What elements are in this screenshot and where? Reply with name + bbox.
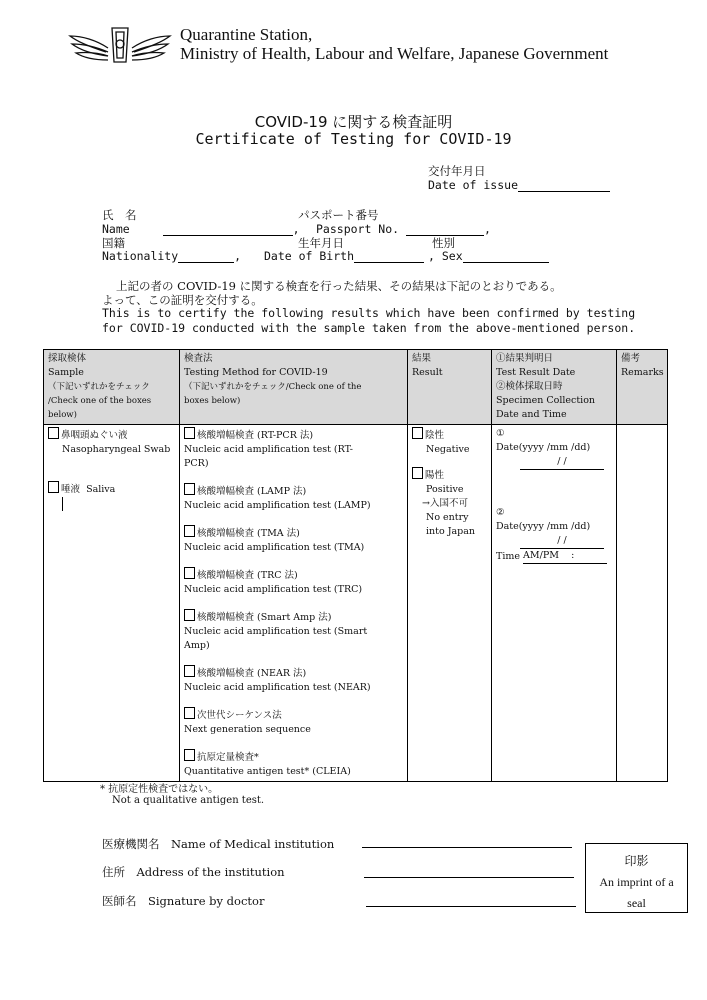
checkbox[interactable]: [48, 481, 59, 493]
header-line-2: Ministry of Health, Labour and Welfare, Japanese Government: [180, 44, 609, 63]
doctor-label: 医師名 Signature by doctor: [102, 894, 265, 908]
header-remarks: 備考 Remarks: [617, 350, 668, 425]
checkbox[interactable]: [184, 525, 195, 537]
nationality-label-ja: 国籍: [102, 236, 125, 250]
method-cell: [180, 425, 408, 782]
checkbox[interactable]: [184, 427, 195, 439]
nationality-row: Nationality ,: [102, 249, 242, 263]
passport-row: Passport No. ,: [316, 222, 491, 236]
issue-date-field[interactable]: [518, 179, 610, 192]
name-field[interactable]: [163, 223, 293, 236]
sample-option-swab[interactable]: 鼻咽頭ぬぐい液: [48, 427, 175, 443]
name-row: Name ,: [102, 222, 300, 236]
checkbox[interactable]: [184, 609, 195, 621]
result-cell: 陰性 Negative 陽性 Positive →入国不可 No entry into Japan: [408, 425, 492, 782]
method-option-antigen[interactable]: 抗原定量検査* Quantitative antigen test* (CLEIA): [184, 749, 403, 779]
method-option-ngs[interactable]: 次世代シーケンス法 Next generation sequence: [184, 707, 403, 737]
statement-ja-2: よって、この証明を交付する。: [102, 293, 263, 307]
dob-row: Date of Birth: [264, 249, 424, 263]
text-cursor: [62, 497, 63, 511]
method-option-smartamp[interactable]: 核酸増幅検査 (Smart Amp 法) Nucleic acid amplification test (Smart Amp): [184, 609, 403, 653]
checkbox[interactable]: [184, 483, 195, 495]
checkbox[interactable]: [184, 567, 195, 579]
seal-box[interactable]: [585, 843, 688, 913]
statement-en-1: This is to certify the following results which have been confirmed by testing: [102, 306, 636, 320]
result-option-positive[interactable]: 陽性: [412, 467, 487, 483]
result-option-negative[interactable]: 陰性: [412, 427, 487, 443]
method-option-tma[interactable]: 核酸増幅検査 (TMA 法) Nucleic acid amplification test (TMA): [184, 525, 403, 555]
header-result: 結果 Result: [408, 350, 492, 425]
name-label-ja: 氏 名: [102, 208, 137, 222]
sex-field[interactable]: [463, 250, 549, 263]
title-english: Certificate of Testing for COVID-19: [195, 130, 512, 148]
statement-en-2: for COVID-19 conducted with the sample taken from the above-mentioned person.: [102, 321, 636, 335]
passport-label-ja: パスポート番号: [298, 208, 379, 222]
dob-field[interactable]: [354, 250, 424, 263]
checkbox[interactable]: [48, 427, 59, 439]
checkbox[interactable]: [184, 665, 195, 677]
dob-label-ja: 生年月日: [298, 236, 344, 250]
issue-date-label-ja: 交付年月日: [428, 164, 486, 178]
nationality-field[interactable]: [178, 250, 234, 263]
title-japanese: COVID-19 に関する検査証明: [254, 113, 453, 131]
table-row: [44, 425, 668, 782]
header-method: 検査法 Testing Method for COVID-19 （下記いずれかをチェック/Check one of the boxes below): [180, 350, 408, 425]
footnote-ja: * 抗原定性検査ではない。: [100, 784, 219, 795]
institution-field[interactable]: [362, 847, 572, 848]
issue-date-label-en: Date of issue: [428, 178, 610, 192]
seal-label-en-2: seal: [627, 896, 646, 910]
collection-date-field[interactable]: / /: [496, 534, 612, 549]
method-option-trc[interactable]: 核酸増幅検査 (TRC 法) Nucleic acid amplification test (TRC): [184, 567, 403, 597]
statement-ja-1: 上記の者の COVID-19 に関する検査を行った結果、その結果は下記のとおりである。: [116, 279, 562, 293]
header-date: ①結果判明日 Test Result Date ②検体採取日時 Specimen Collection Date and Time: [492, 350, 617, 425]
checkbox[interactable]: [412, 427, 423, 439]
date-cell: ① Date(yyyy /mm /dd) / / ② Date(yyyy /mm /dd) / / Time AM/PM :: [492, 425, 617, 782]
sample-option-saliva[interactable]: 唾液 Saliva: [48, 481, 175, 497]
sample-cell: 鼻咽頭ぬぐい液 Nasopharyngeal Swab 唾液 Saliva: [44, 425, 180, 782]
checkbox[interactable]: [184, 707, 195, 719]
method-option-near[interactable]: 核酸増幅検査 (NEAR 法) Nucleic acid amplification test (NEAR): [184, 665, 403, 695]
checkbox[interactable]: [412, 467, 423, 479]
test-results-table: [43, 349, 668, 782]
table-header-row: [44, 350, 668, 425]
remarks-cell[interactable]: [617, 425, 668, 782]
address-field[interactable]: [364, 877, 574, 878]
doctor-signature-field[interactable]: [366, 906, 576, 907]
sex-label-ja: 性別: [432, 236, 455, 250]
ministry-emblem-icon: [68, 22, 172, 72]
footnote-en: Not a qualitative antigen test.: [112, 795, 265, 806]
checkbox[interactable]: [184, 749, 195, 761]
method-option-rtpcr[interactable]: 核酸増幅検査 (RT-PCR 法) Nucleic acid amplification test (RT- PCR): [184, 427, 403, 471]
seal-label-ja: 印影: [624, 854, 649, 868]
result-date-field[interactable]: / /: [496, 455, 612, 470]
sex-row: , Sex: [428, 249, 549, 263]
institution-label: 医療機関名 Name of Medical institution: [102, 837, 335, 851]
method-option-lamp[interactable]: 核酸増幅検査 (LAMP 法) Nucleic acid amplification test (LAMP): [184, 483, 403, 513]
header-sample: 採取検体 Sample （下記いずれかをチェック /Check one of the boxes below): [44, 350, 180, 425]
collection-time-field[interactable]: Time AM/PM :: [496, 549, 612, 564]
seal-label-en-1: An imprint of a: [599, 875, 674, 889]
address-label: 住所 Address of the institution: [102, 865, 285, 879]
header-line-1: Quarantine Station,: [180, 25, 313, 44]
